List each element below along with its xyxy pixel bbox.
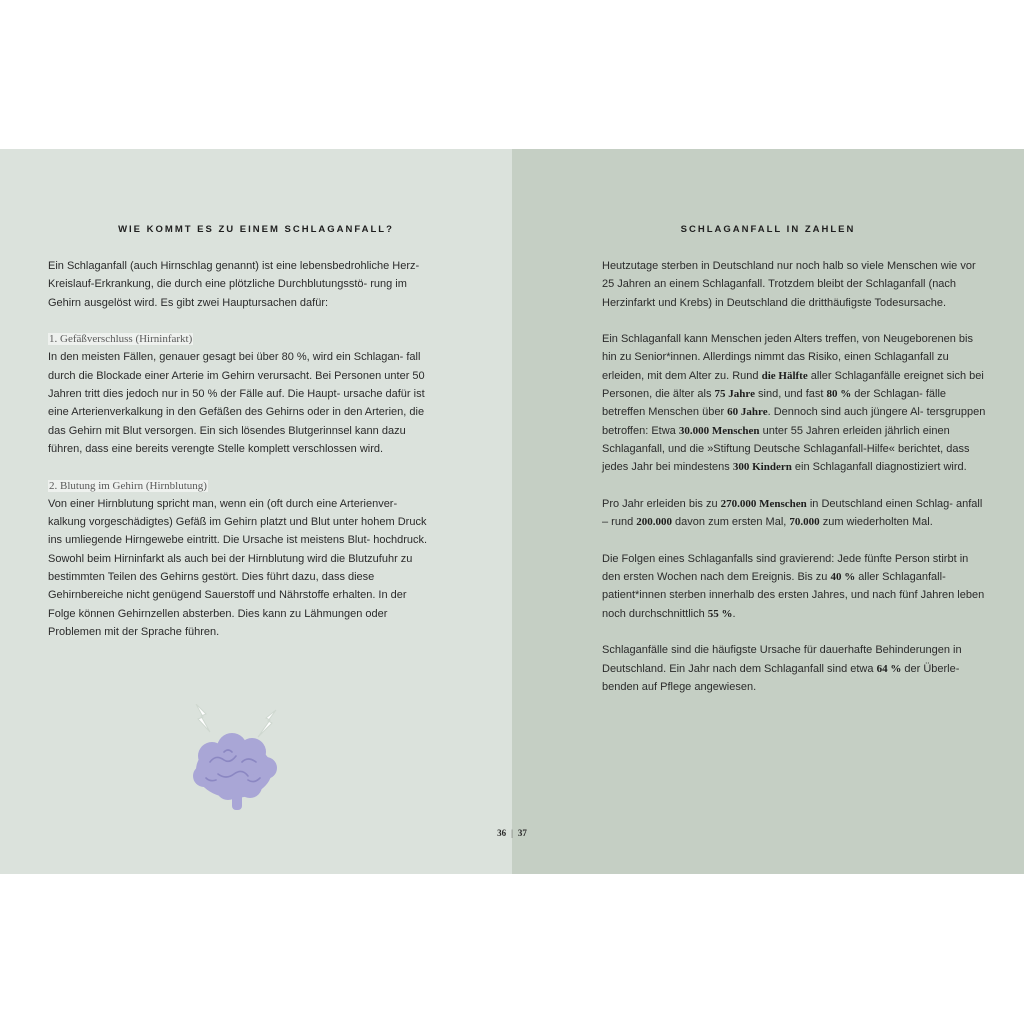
right-page-heading: SCHLAGANFALL IN ZAHLEN (680, 224, 856, 235)
stat-40-percent: 40 % (830, 571, 856, 584)
left-page (0, 149, 512, 874)
stat-half: die Hälfte (761, 369, 808, 382)
lightning-right-icon (258, 710, 276, 737)
book-spread (0, 149, 1024, 874)
section1-title (48, 330, 428, 348)
stat-80-percent: 80 % (826, 388, 852, 401)
section2-paragraph: Von einer Hirnblutung spricht man, wenn ein (oft durch eine Arterienver- kalkung vorgeschädigtes) Gefäß im Gehirn platzt und Blut unter hohem Druck ins umliegende Hirngewebe eintritt. Die Ursache ist meistens Blut- hochdruck. (48, 497, 428, 547)
page-numbers (0, 828, 1024, 838)
left-body-column (48, 257, 428, 660)
left-page-heading: WIE KOMMT ES ZU EINEM SCHLAGANFALL? (118, 224, 394, 235)
stat-300-children: 300 Kindern (732, 461, 792, 474)
section1-title-text: 1. Gefäßverschluss (Hirninfarkt) (49, 333, 193, 346)
page-number-right: 37 (517, 828, 527, 838)
stat-64-percent: 64 % (876, 662, 902, 675)
page-number-separator: | (511, 828, 513, 838)
section2-title-text: 2. Blutung im Gehirn (Hirnblutung) (49, 479, 207, 492)
section1-paragraph: In den meisten Fällen, genauer gesagt bei über 80 %, wird ein Schlagan- fall durch die Blockade einer Arterie im Gehirn verursacht. Bei Personen unter 50 Jahren tritt dies jedoch nur in 50 % der Fälle auf. Die Haupt- ursache dafür ist eine Arterienverkalkung in den Gefäßen des Gehirns oder in den Arterien, die das Gehirn mit Blut versorgen. Ein sich lösendes Blutgerinnsel kann dazu führen, dass eine bereits verengte Stelle komplett verschlossen wird. (48, 351, 425, 455)
stats-paragraph-2: Ein Schlaganfall kann Menschen jeden Alters treffen, von Neugeborenen bis hin zu Senior*innen. Allerdings nimmt das Risiko, einen Schlaganfall zu erleiden, mit dem Alter zu. Rund die Hälfte aller Schlaganfälle ereignet sich bei Personen, die älter als 75 Jahre sind, und fast 80 % der Schlagan- fälle betreffen Menschen über 60 Jahre. Dennoch sind auch jüngere Al- tersgruppen betroffen: Etwa 30.000 Menschen unter 55 Jahren erleiden jährlich einen Schlaganfall, und die »Stiftung Deutsche Schlaganfall-Hilfe« berichtet, dass jedes Jahr bei mindestens 300 Kindern ein Schlaganfall diagnostiziert wird. (602, 333, 986, 474)
stat-60-years: 60 Jahre (727, 406, 768, 419)
stat-75-years: 75 Jahre (714, 388, 755, 401)
page-number-left: 36 (497, 828, 507, 838)
stat-30000: 30.000 Menschen (678, 424, 760, 437)
lightning-left-icon (196, 704, 210, 732)
right-page (512, 149, 1024, 874)
right-body-column (602, 257, 987, 714)
stats-paragraph-4: Die Folgen eines Schlaganfalls sind gravierend: Jede fünfte Person stirbt in den ersten Wochen nach dem Ereignis. Bis zu 40 % aller Schlaganfall- patient*innen sterben innerhalb des ersten Jahres, und nach fünf Jahren leben noch durchschnittlich 55 %. (602, 552, 985, 620)
section2-paragraph-2: Sowohl beim Hirninfarkt als auch bei der Hirnblutung wird die Blutzufuhr zu bestimmten Teilen des Gehirns gestört. Dies führt dazu, dass diese Gehirnbereiche nicht genügend Sauerstoff und Nährstoffe erhalten. In der Folge können Gehirnzellen absterben. Dies kann zu Lähmungen oder Problemen mit der Sprache führen. (48, 552, 413, 638)
stats-paragraph-5: Schlaganfälle sind die häufigste Ursache für dauerhafte Behinderungen in Deutschland. Ein Jahr nach dem Schlaganfall sind etwa 64 % der Überle- benden auf Pflege angewiesen. (602, 644, 962, 693)
stats-paragraph-1: Heutzutage sterben in Deutschland nur noch halb so viele Menschen wie vor 25 Jahren an einem Schlaganfall. Trotzdem bleibt der Schlaganfall (nach Herzinfarkt und Krebs) in Deutschland die dritthäufigste Todesursache. (602, 260, 976, 309)
brain-shape (193, 733, 277, 810)
stats-paragraph-3: Pro Jahr erleiden bis zu 270.000 Menschen in Deutschland einen Schlag- anfall – rund 200.000 davon zum ersten Mal, 70.000 zum wiederholten Mal. (602, 497, 983, 529)
brain-lightning-icon (188, 704, 284, 814)
stat-270000: 270.000 Menschen (720, 497, 807, 510)
stat-200000: 200.000 (636, 516, 672, 529)
intro-paragraph: Ein Schlaganfall (auch Hirnschlag genannt) ist eine lebensbedrohliche Herz-Kreislauf-Erkrankung, die durch eine plötzliche Durchblutungsstö- rung im Gehirn ausgelöst wird. Es gibt zwei Hauptursachen dafür: (48, 260, 420, 309)
stat-70000: 70.000 (789, 516, 820, 529)
stat-55-percent: 55 % (707, 607, 733, 620)
section2-title (48, 477, 428, 495)
